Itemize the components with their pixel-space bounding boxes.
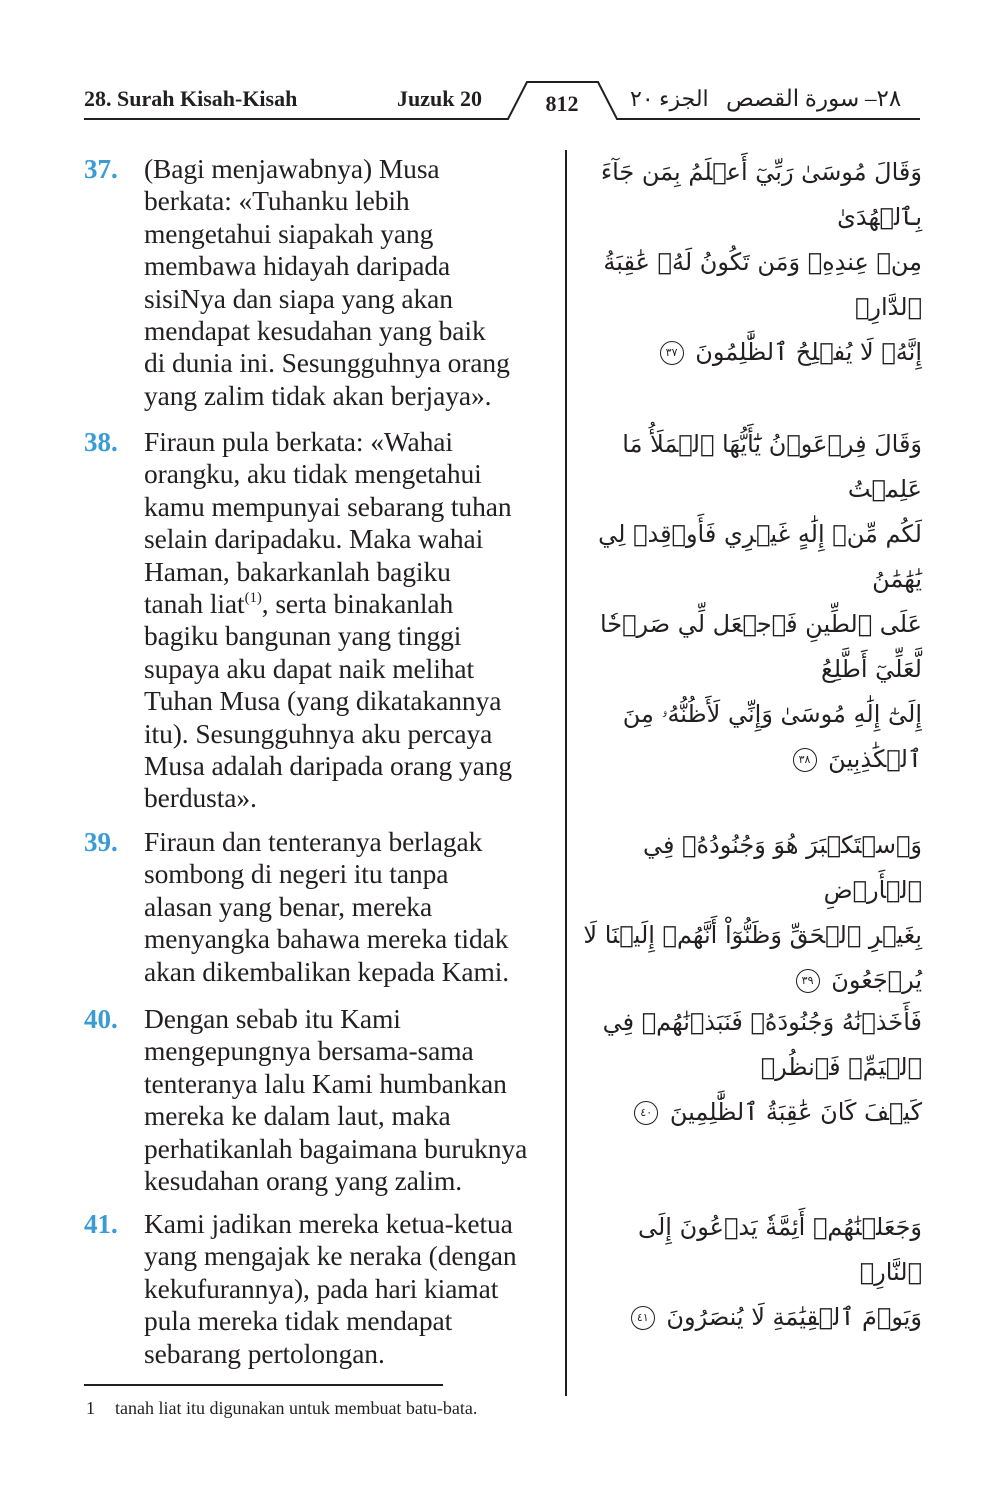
arabic-text: فَأَخَذۡنَٰهُ وَجُنُودَهُۥ فَنَبَذۡنَٰهُمۡ فِي ٱلۡيَمِّۖ فَٱنظُرۡ كَيۡفَ كَانَ عَٰقِبَةُ ٱلظَّٰلِمِينَ xyxy=(602,1008,922,1126)
verse-number: 39. xyxy=(84,827,118,857)
verse-number: 41. xyxy=(84,1209,118,1239)
verse-text-part-1: Firaun pula berkata: «Wahai orangku, aku tidak mengetahui kamu mempunyai sebarang tuhan selain daripadaku. Maka wahai Haman, bakarkanlah bagiku tanah liat xyxy=(144,426,512,620)
verse-41-arabic xyxy=(578,1205,922,1340)
footnote-reference: (1) xyxy=(244,590,262,607)
ayah-end-marker: ٣٩ xyxy=(796,969,820,993)
header-surah-arabic: ٢٨– سورة القصص xyxy=(726,86,902,111)
ayah-end-marker: ٣٧ xyxy=(660,341,684,365)
header-surah-title: 28. Surah Kisah-Kisah xyxy=(84,86,298,111)
arabic-text: وَٱسۡتَكۡبَرَ هُوَ وَجُنُودُهُۥ فِي ٱلۡأَرۡضِ بِغَيۡرِ ٱلۡحَقِّ وَظَنُّوٓاْ أَنَّهُمۡ إِلَيۡنَا لَا يُرۡجَعُونَ xyxy=(583,831,922,994)
column-divider xyxy=(565,150,567,1396)
ayah-end-marker: ٤٠ xyxy=(634,1101,658,1125)
verse-text: Dengan sebab itu Kami mengepungnya bersama-sama tenteranya lalu Kami humbankan mereka ke dalam laut, maka perhatikanlah bagaimana buruknya kesudahan orang yang zalim. xyxy=(144,1003,528,1197)
verse-number: 40. xyxy=(84,1004,118,1034)
verse-39-arabic xyxy=(578,823,922,1003)
footnote-number: 1 xyxy=(86,1398,95,1418)
verse-text xyxy=(144,426,564,815)
footnote-text: tanah liat itu digunakan untuk membuat batu-bata. xyxy=(115,1398,478,1418)
verse-text: Firaun dan tenteranya berlagak sombong di negeri itu tanpa alasan yang benar, mereka menyangka bahawa mereka tidak akan dikembalikan kepada Kami. xyxy=(144,826,510,987)
header-rule xyxy=(0,0,1000,140)
arabic-text: وَقَالَ فِرۡعَوۡنُ يَٰٓأَيُّهَا ٱلۡمَلَأُ مَا عَلِمۡتُ لَكُم مِّنۡ إِلَٰهٍ غَيۡرِي فَأَوۡقِدۡ لِي يَٰهَٰمَٰنُ عَلَى ٱلطِّينِ فَٱجۡعَل لِّي صَرۡحٗا لَّعَلِّيٓ أَطَّلِعُ إِلَىٰٓ إِلَٰهِ مُوسَىٰ وَإِنِّي لَأَظُنُّهُۥ مِنَ ٱلۡكَٰذِبِينَ xyxy=(598,430,922,773)
header-juz-arabic: الجزء ٢٠ xyxy=(630,86,709,111)
ayah-end-marker: ٤١ xyxy=(631,1306,655,1330)
verse-text: (Bagi menjawabnya) Musa berkata: «Tuhanku lebih mengetahui siapakah yang membawa hidayah daripada sisiNya dan siapa yang akan mendapat kesudahan yang baik di dunia ini. Sesungguhnya orang yang zalim tidak akan berjaya». xyxy=(144,153,510,411)
header-juz-label: Juzuk 20 xyxy=(397,86,482,111)
page-number: 812 xyxy=(545,91,579,116)
verse-38-arabic xyxy=(578,422,922,782)
arabic-text: وَجَعَلۡنَٰهُمۡ أَئِمَّةٗ يَدۡعُونَ إِلَى ٱلنَّارِۖ وَيَوۡمَ ٱلۡقِيَٰمَةِ لَا يُنصَرُونَ xyxy=(637,1213,922,1331)
arabic-text: وَقَالَ مُوسَىٰ رَبِّيٓ أَعۡلَمُ بِمَن جَآءَ بِٱلۡهُدَىٰ مِنۡ عِندِهِۦ وَمَن تَكُونُ لَهُۥ عَٰقِبَةُ ٱلدَّارِۖ إِنَّهُۥ لَا يُفۡلِحُ ٱلظَّٰلِمُونَ xyxy=(600,158,922,366)
footnote-rule xyxy=(84,1384,443,1386)
verse-number: 38. xyxy=(84,427,118,457)
ayah-end-marker: ٣٨ xyxy=(793,748,817,772)
verse-text-part-2: , serta binakanlah bagiku bangunan yang tinggi supaya aku dapat naik melihat Tuhan Musa (yang dikatakannya itu). Sesungguhnya aku percaya Musa adalah daripada orang yang berdusta». xyxy=(144,588,513,814)
verse-40-arabic xyxy=(578,1000,922,1135)
verse-37-arabic xyxy=(578,150,922,375)
verse-text: Kami jadikan mereka ketua-ketua yang mengajak ke neraka (dengan kekufurannya), pada hari kiamat pula mereka tidak mendapat sebarang pertolongan. xyxy=(144,1208,517,1369)
verse-number: 37. xyxy=(84,154,118,184)
